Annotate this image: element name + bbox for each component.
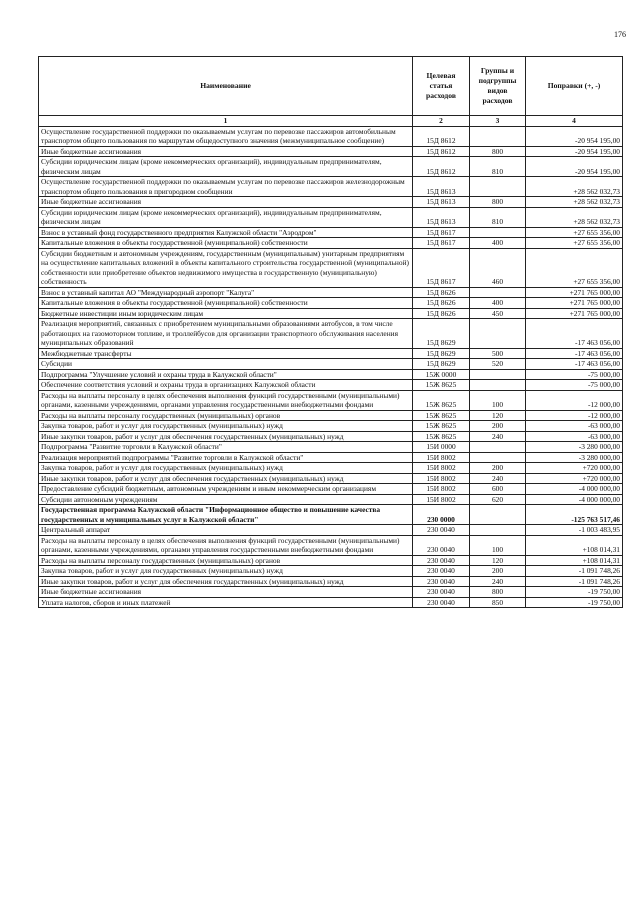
row-name-cell: Капитальные вложения в объекты государственной (муниципальной) собственности [39, 298, 413, 309]
table-row [39, 238, 623, 249]
row-name-cell: Реализация мероприятий подпрограммы "Развитие торговли в Калужской области" [39, 452, 413, 463]
row-amount-cell: +108 014,31 [526, 535, 623, 555]
row-amount-cell: -20 954 195,00 [526, 126, 623, 146]
table-row [39, 348, 623, 359]
row-group-cell [470, 126, 526, 146]
row-name-cell: Субсидии бюджетным и автономным учреждениям, государственным (муниципальным) унитарным предприятиям на осуществление капитальных вложений в объекты капитального строительства государственной (муниципальной) собственности или приобретение объектов недвижимого имущества в государственную (муниципальную) собственность [39, 248, 413, 287]
row-code-cell: 15Д 8613 [413, 177, 470, 197]
row-amount-cell: +271 765 000,00 [526, 298, 623, 309]
row-code-cell: 15Д 8612 [413, 146, 470, 157]
row-amount-cell: -63 000,00 [526, 431, 623, 442]
table-header-row [39, 57, 623, 116]
table-row [39, 319, 623, 349]
row-code-cell: 15Д 8626 [413, 308, 470, 319]
row-group-cell: 520 [470, 359, 526, 370]
table-row [39, 597, 623, 608]
row-name-cell: Расходы на выплаты персоналу государственных (муниципальных) органов [39, 410, 413, 421]
row-name-cell: Закупка товаров, работ и услуг для государственных (муниципальных) нужд [39, 421, 413, 432]
table-row [39, 555, 623, 566]
column-number: 4 [526, 116, 623, 127]
row-code-cell: 15Д 8617 [413, 238, 470, 249]
row-group-cell [470, 319, 526, 349]
table-row [39, 566, 623, 577]
row-group-cell [470, 442, 526, 453]
row-group-cell: 100 [470, 390, 526, 410]
row-amount-cell: -20 954 195,00 [526, 157, 623, 177]
row-code-cell: 230 0040 [413, 555, 470, 566]
row-group-cell: 800 [470, 146, 526, 157]
row-code-cell: 15Ж 8625 [413, 390, 470, 410]
row-amount-cell: -75 000,00 [526, 369, 623, 380]
row-code-cell: 15Ж 8625 [413, 431, 470, 442]
row-group-cell: 240 [470, 431, 526, 442]
row-name-cell: Иные закупки товаров, работ и услуг для обеспечения государственных (муниципальных) нужд [39, 431, 413, 442]
table-row [39, 431, 623, 442]
row-group-cell: 620 [470, 494, 526, 505]
row-amount-cell: -12 000,00 [526, 390, 623, 410]
row-name-cell: Подпрограмма "Улучшение условий и охраны труда в Калужской области" [39, 369, 413, 380]
row-code-cell: 15И 8002 [413, 494, 470, 505]
row-name-cell: Иные бюджетные ассигнования [39, 146, 413, 157]
row-amount-cell: +27 655 356,00 [526, 227, 623, 238]
row-code-cell: 230 0040 [413, 576, 470, 587]
row-name-cell: Расходы на выплаты персоналу государственных (муниципальных) органов [39, 555, 413, 566]
row-amount-cell: -125 763 517,46 [526, 505, 623, 525]
row-code-cell: 15И 8002 [413, 484, 470, 495]
table-row [39, 177, 623, 197]
row-amount-cell: -3 280 000,00 [526, 442, 623, 453]
row-amount-cell: -1 091 748,26 [526, 566, 623, 577]
row-group-cell: 460 [470, 248, 526, 287]
row-code-cell: 230 0000 [413, 505, 470, 525]
row-group-cell: 850 [470, 597, 526, 608]
row-name-cell: Закупка товаров, работ и услуг для государственных (муниципальных) нужд [39, 463, 413, 474]
row-group-cell [470, 452, 526, 463]
row-code-cell: 15Ж 8625 [413, 410, 470, 421]
table-row [39, 587, 623, 598]
row-code-cell: 15Д 8612 [413, 157, 470, 177]
table-row [39, 452, 623, 463]
row-code-cell: 15Д 8613 [413, 207, 470, 227]
row-name-cell: Субсидии юридическим лицам (кроме некоммерческих организаций), индивидуальным предпринимателям, физическим лицам [39, 207, 413, 227]
row-name-cell: Предоставление субсидий бюджетным, автономным учреждениям и иным некоммерческим организациям [39, 484, 413, 495]
row-name-cell: Центральный аппарат [39, 525, 413, 536]
row-group-cell: 500 [470, 348, 526, 359]
row-name-cell: Иные бюджетные ассигнования [39, 197, 413, 208]
row-group-cell [470, 525, 526, 536]
row-code-cell: 15Д 8613 [413, 197, 470, 208]
row-amount-cell: +28 562 032,73 [526, 207, 623, 227]
row-amount-cell: -63 000,00 [526, 421, 623, 432]
row-group-cell [470, 177, 526, 197]
table-row [39, 484, 623, 495]
row-group-cell [470, 505, 526, 525]
row-amount-cell: -20 954 195,00 [526, 146, 623, 157]
header-group: Группы и подгруппы видов расходов [470, 57, 526, 116]
row-amount-cell: +108 014,31 [526, 555, 623, 566]
budget-amendments-table [38, 56, 623, 608]
row-amount-cell: -75 000,00 [526, 380, 623, 391]
column-number: 3 [470, 116, 526, 127]
table-row [39, 410, 623, 421]
row-name-cell: Осуществление государственной поддержки по оказываемым услугам по перевозке пассажиров железнодорожным транспортом общего пользования в пригородном сообщении [39, 177, 413, 197]
row-name-cell: Субсидии [39, 359, 413, 370]
row-code-cell: 15Д 8612 [413, 126, 470, 146]
row-code-cell: 15И 0000 [413, 442, 470, 453]
table-row [39, 390, 623, 410]
row-group-cell [470, 287, 526, 298]
row-group-cell: 450 [470, 308, 526, 319]
table-row [39, 126, 623, 146]
row-code-cell: 230 0040 [413, 587, 470, 598]
row-amount-cell: -12 000,00 [526, 410, 623, 421]
row-name-cell: Подпрограмма "Развитие торговли в Калужской области" [39, 442, 413, 453]
row-code-cell: 15Д 8629 [413, 348, 470, 359]
column-number-row [39, 116, 623, 127]
table-row [39, 146, 623, 157]
row-name-cell: Уплата налогов, сборов и иных платежей [39, 597, 413, 608]
row-group-cell: 810 [470, 207, 526, 227]
table-row [39, 463, 623, 474]
row-name-cell: Иные закупки товаров, работ и услуг для обеспечения государственных (муниципальных) нужд [39, 473, 413, 484]
row-amount-cell: +27 655 356,00 [526, 238, 623, 249]
row-code-cell: 15Д 8629 [413, 359, 470, 370]
row-code-cell: 15Ж 0000 [413, 369, 470, 380]
row-name-cell: Расходы на выплаты персоналу в целях обеспечения выполнения функций государственными (муниципальными) органами, казенными учреждениями, органами управления государственными внебюджетными фондами [39, 535, 413, 555]
row-amount-cell: -17 463 056,00 [526, 319, 623, 349]
row-group-cell [470, 369, 526, 380]
header-amount: Поправки (+, -) [526, 57, 623, 116]
row-group-cell: 200 [470, 463, 526, 474]
row-code-cell: 15И 8002 [413, 452, 470, 463]
table-row [39, 505, 623, 525]
table-row [39, 494, 623, 505]
table-row [39, 525, 623, 536]
row-code-cell: 15Д 8617 [413, 227, 470, 238]
row-amount-cell: -4 000 000,00 [526, 484, 623, 495]
row-amount-cell: +720 000,00 [526, 463, 623, 474]
row-amount-cell: +28 562 032,73 [526, 197, 623, 208]
table-row [39, 298, 623, 309]
table-row [39, 287, 623, 298]
row-name-cell: Иные бюджетные ассигнования [39, 587, 413, 598]
row-name-cell: Бюджетные инвестиции иным юридическим лицам [39, 308, 413, 319]
row-code-cell: 15Д 8626 [413, 287, 470, 298]
table-row [39, 535, 623, 555]
row-code-cell: 15И 8002 [413, 473, 470, 484]
table-row [39, 359, 623, 370]
row-group-cell: 400 [470, 298, 526, 309]
row-name-cell: Расходы на выплаты персоналу в целях обеспечения выполнения функций государственными (муниципальными) органами, казенными учреждениями, органами управления государственными внебюджетными фондами [39, 390, 413, 410]
row-group-cell: 200 [470, 566, 526, 577]
row-name-cell: Государственная программа Калужской области "Информационное общество и повышение качества государственных и муниципальных услуг в Калужской области" [39, 505, 413, 525]
row-code-cell: 230 0040 [413, 525, 470, 536]
row-amount-cell: -19 750,00 [526, 597, 623, 608]
header-name: Наименование [39, 57, 413, 116]
row-group-cell: 800 [470, 587, 526, 598]
table-row [39, 248, 623, 287]
row-group-cell: 600 [470, 484, 526, 495]
row-amount-cell: +28 562 032,73 [526, 177, 623, 197]
row-amount-cell: +720 000,00 [526, 473, 623, 484]
row-code-cell: 15Ж 8625 [413, 380, 470, 391]
table-body [39, 126, 623, 608]
row-group-cell: 100 [470, 535, 526, 555]
row-group-cell [470, 227, 526, 238]
table-row [39, 197, 623, 208]
table-row [39, 308, 623, 319]
row-group-cell: 400 [470, 238, 526, 249]
table-row [39, 207, 623, 227]
row-name-cell: Взнос в уставный капитал АО "Международный аэропорт "Калуга" [39, 287, 413, 298]
table-row [39, 421, 623, 432]
row-group-cell: 810 [470, 157, 526, 177]
row-group-cell: 240 [470, 473, 526, 484]
row-code-cell: 15Ж 8625 [413, 421, 470, 432]
row-name-cell: Обеспечение соответствия условий и охраны труда в организациях Калужской области [39, 380, 413, 391]
row-amount-cell: -17 463 056,00 [526, 359, 623, 370]
row-group-cell: 800 [470, 197, 526, 208]
page-number: 176 [614, 30, 626, 39]
row-amount-cell: -1 003 483,95 [526, 525, 623, 536]
row-name-cell: Иные закупки товаров, работ и услуг для обеспечения государственных (муниципальных) нужд [39, 576, 413, 587]
row-amount-cell: +27 655 356,00 [526, 248, 623, 287]
table-row [39, 576, 623, 587]
row-group-cell: 120 [470, 410, 526, 421]
row-group-cell: 200 [470, 421, 526, 432]
row-code-cell: 15И 8002 [413, 463, 470, 474]
row-code-cell: 15Д 8626 [413, 298, 470, 309]
row-amount-cell: -4 000 000,00 [526, 494, 623, 505]
row-code-cell: 230 0040 [413, 535, 470, 555]
row-name-cell: Реализация мероприятий, связанных с приобретением муниципальными образованиями автобусов, в том числе работающих на газомоторном топливе, и троллейбусов для организации транспортного обслуживания населения муниципальных образований [39, 319, 413, 349]
row-name-cell: Взнос в уставный фонд государственного предприятия Калужской области "Аэродром" [39, 227, 413, 238]
table-row [39, 442, 623, 453]
row-amount-cell: -19 750,00 [526, 587, 623, 598]
row-code-cell: 15Д 8629 [413, 319, 470, 349]
row-group-cell: 120 [470, 555, 526, 566]
row-code-cell: 230 0040 [413, 597, 470, 608]
row-group-cell: 240 [470, 576, 526, 587]
row-name-cell: Субсидии автономным учреждениям [39, 494, 413, 505]
table-row [39, 380, 623, 391]
table-row [39, 473, 623, 484]
row-amount-cell: -3 280 000,00 [526, 452, 623, 463]
column-number: 2 [413, 116, 470, 127]
table-row [39, 157, 623, 177]
row-name-cell: Капитальные вложения в объекты государственной (муниципальной) собственности [39, 238, 413, 249]
row-group-cell [470, 380, 526, 391]
row-amount-cell: +271 765 000,00 [526, 308, 623, 319]
table-row [39, 227, 623, 238]
row-amount-cell: +271 765 000,00 [526, 287, 623, 298]
row-name-cell: Осуществление государственной поддержки по оказываемым услугам по перевозке пассажиров автомобильным транспортом общего пользования по маршрутам общедоступного значения (межмуниципальное сообщение) [39, 126, 413, 146]
header-code: Целевая статья расходов [413, 57, 470, 116]
row-amount-cell: -17 463 056,00 [526, 348, 623, 359]
row-code-cell: 230 0040 [413, 566, 470, 577]
row-amount-cell: -1 091 748,26 [526, 576, 623, 587]
row-name-cell: Межбюджетные трансферты [39, 348, 413, 359]
row-name-cell: Закупка товаров, работ и услуг для государственных (муниципальных) нужд [39, 566, 413, 577]
row-name-cell: Субсидии юридическим лицам (кроме некоммерческих организаций), индивидуальным предпринимателям, физическим лицам [39, 157, 413, 177]
row-code-cell: 15Д 8617 [413, 248, 470, 287]
table-row [39, 369, 623, 380]
column-number: 1 [39, 116, 413, 127]
